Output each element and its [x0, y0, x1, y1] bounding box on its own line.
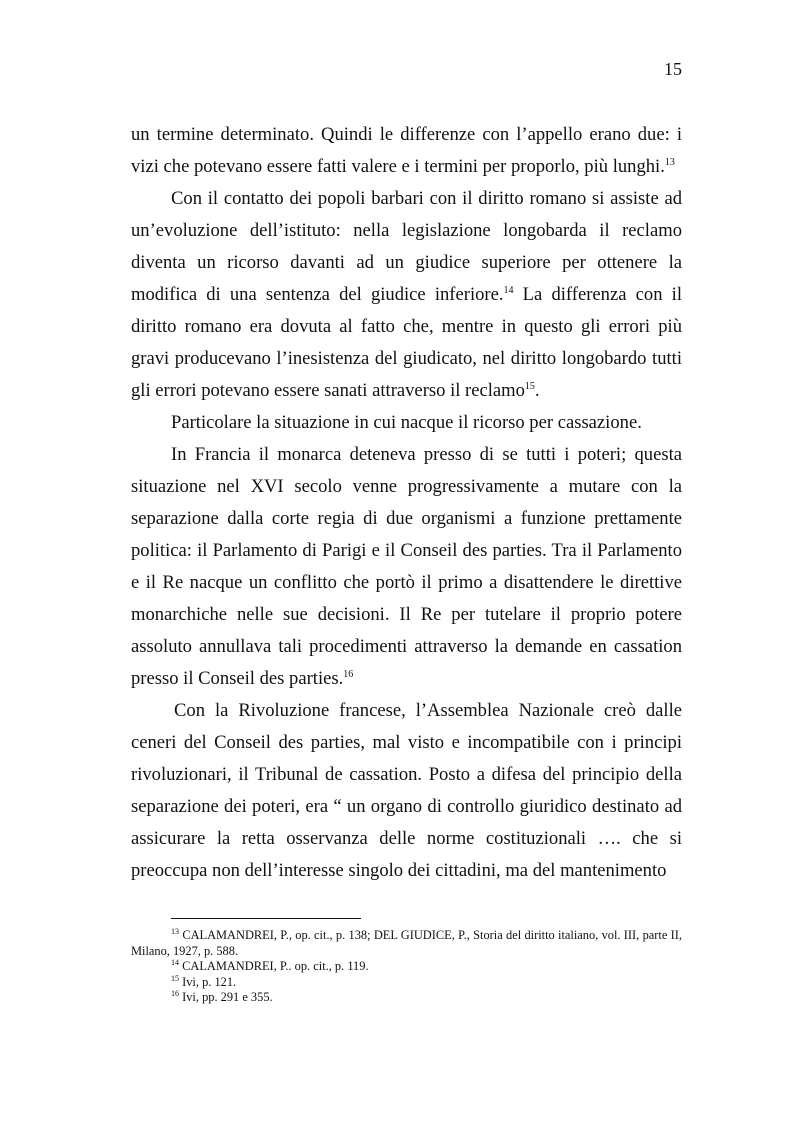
paragraph — [131, 695, 682, 887]
paragraph-text: La differenza con il diritto romano era dovuta al fatto che, mentre in questo gli errori più gravi producevano l’inesistenza del giudicato, nel diritto longobardo tutti gli errori potevano essere sanati attraverso il reclamo — [131, 284, 682, 401]
footnote-number: 16 — [171, 989, 179, 998]
paragraph-text: . — [534, 380, 540, 401]
footnote-number: 13 — [171, 927, 179, 936]
paragraph-text: Con il contatto dei popoli barbari con il diritto romano si assiste ad un’evoluzione dell’istituto: nella legislazione longobarda il reclamo diventa un ricorso davanti ad un giudice superiore per ottenere la modifica di una sentenza del giudice inferiore. — [131, 188, 682, 305]
paragraph-text: Con la Rivoluzione francese, l’Assemblea Nazionale creò dalle ceneri del Conseil des parties, mal visto e incompatibile con i principi rivoluzionari, il Tribunal de cassation. Posto a difesa del principio della separazione dei poteri, era “ un organo di controllo giuridico destinato ad assicurare la retta osservanza delle norme costituzionali …. che si preoccupa non dell’interesse singolo dei cittadini, ma del mantenimento — [131, 700, 682, 881]
footnote-text: Ivi, p. 121. — [182, 974, 237, 989]
footnote — [131, 990, 682, 1006]
paragraph-text: In Francia il monarca deteneva presso di se tutti i poteri; questa situazione nel XVI secolo venne progressivamente a mutare con la separazione dalla corte regia di due organismi a funzione prettamente politica: il Parlamento di Parigi e il Conseil des parties. Tra il Parlamento e il Re nacque un conflitto che portò il primo a disattendere le direttive monarchiche nelle sue decisioni. Il Re per tutelare il proprio potere assoluto annullava tali procedimenti attraverso la demande en cassation presso il Conseil des parties. — [131, 444, 682, 689]
footnote-ref: 14 — [503, 285, 514, 296]
footnote-ref: 13 — [664, 157, 675, 168]
footnote — [131, 959, 682, 975]
footnote-ref: 16 — [343, 669, 354, 680]
footnote-text: CALAMANDREI, P., op. cit., p. 138; DEL GIUDICE, P., Storia del diritto italiano, vol. III, parte II, Milano, 1927, p. 588. — [131, 928, 682, 958]
footnote-number: 14 — [171, 958, 179, 967]
paragraph-text: Particolare la situazione in cui nacque il ricorso per cassazione. — [171, 412, 642, 433]
footnote — [131, 928, 682, 959]
footnote-text: CALAMANDREI, P.. op. cit., p. 119. — [182, 959, 369, 973]
footnote — [131, 975, 682, 991]
paragraph-text: un termine determinato. Quindi le differenze con l’appello erano due: i vizi che potevano essere fatti valere e i termini per proporlo, più lunghi. — [131, 124, 682, 177]
page-number: 15 — [664, 59, 682, 79]
body-text — [131, 119, 682, 887]
paragraph — [131, 439, 682, 695]
paragraph — [131, 183, 682, 407]
footnote-number: 15 — [171, 973, 179, 983]
footnote-separator — [171, 918, 361, 919]
footnote-ref: 15 — [524, 381, 535, 392]
footnotes — [131, 928, 682, 1006]
paragraph — [131, 119, 682, 183]
paragraph — [131, 407, 682, 439]
footnote-text: Ivi, pp. 291 e 355. — [182, 990, 273, 1004]
